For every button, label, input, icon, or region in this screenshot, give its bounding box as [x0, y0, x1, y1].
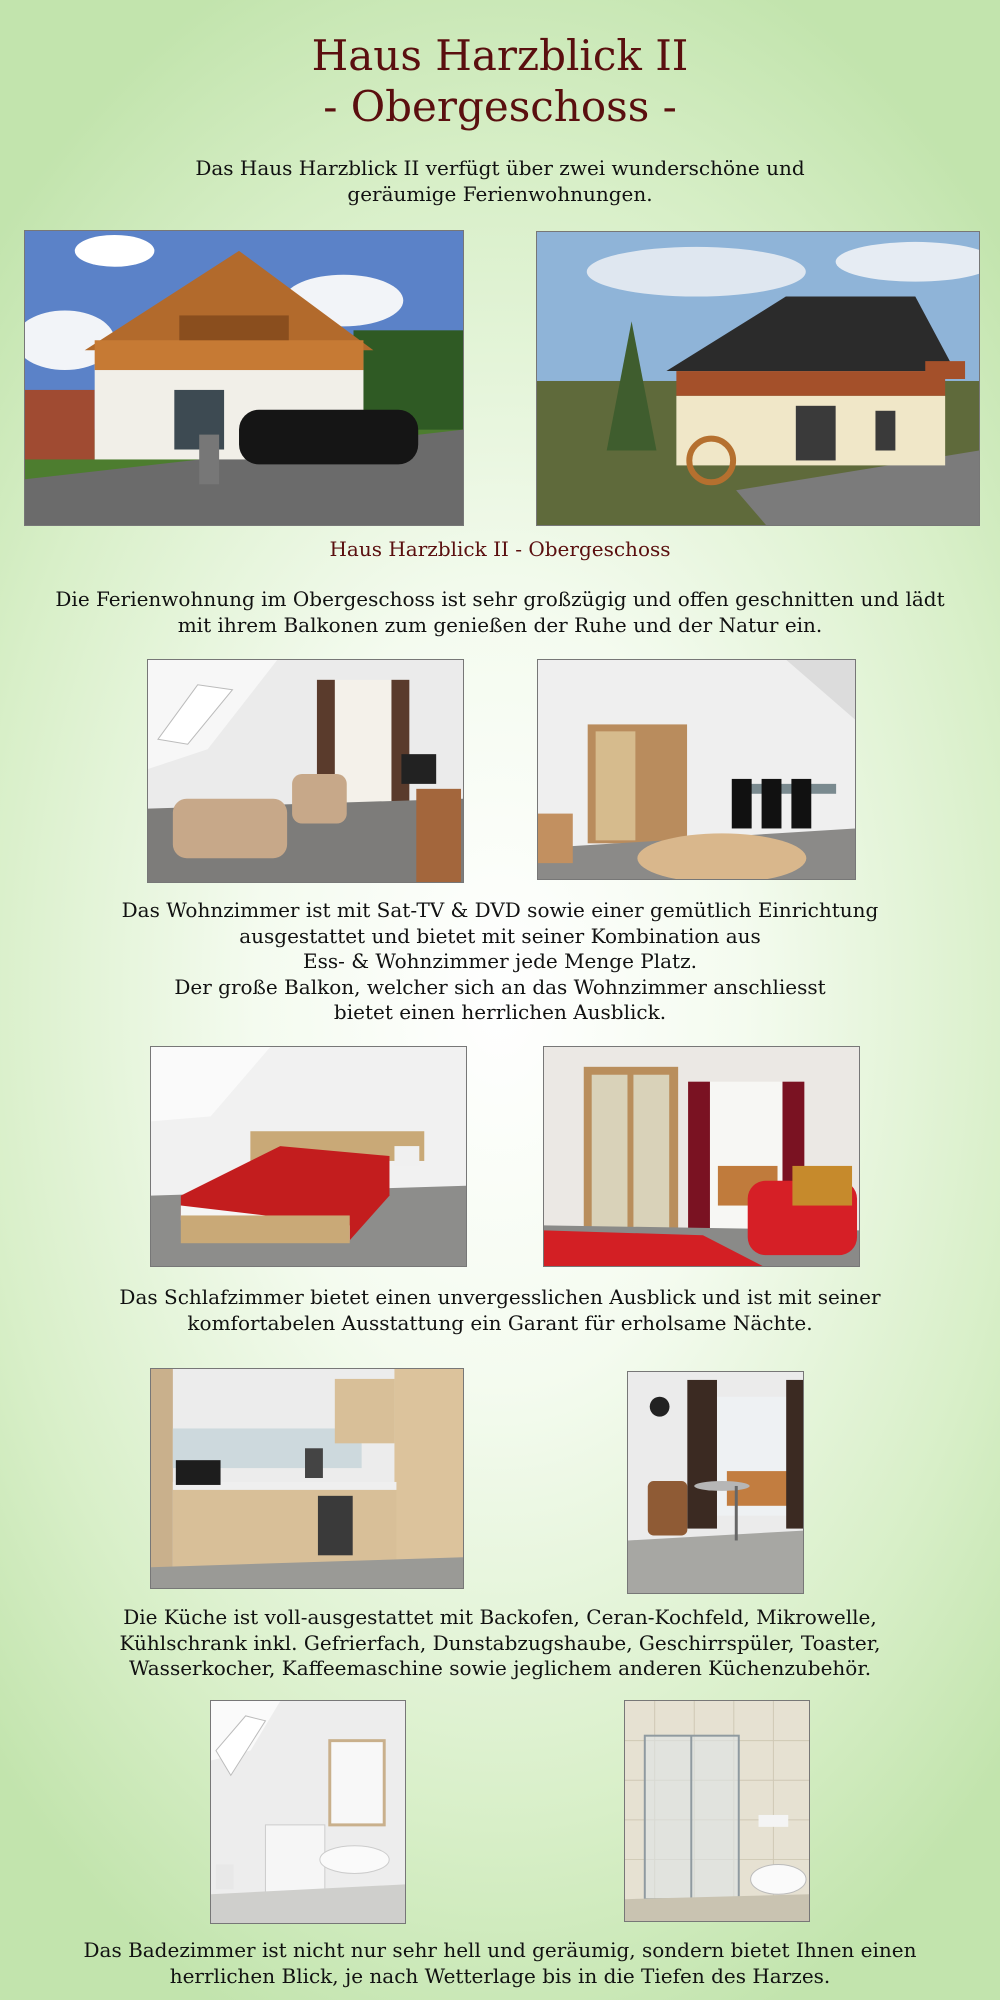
bathroom-shower-photo — [624, 1700, 810, 1922]
house-caption: Haus Harzblick II - Obergeschoss — [329, 537, 671, 561]
title-line-2: - Obergeschoss - — [323, 82, 677, 131]
intro-text: Das Haus Harzblick II verfügt über zwei wunderschöne und geräumige Ferienwohnungen. — [195, 156, 805, 206]
living-line-4: Der große Balkon, welcher sich an das Wohnzimmer anschliesst — [174, 974, 826, 999]
title-line-1: Haus Harzblick II — [311, 31, 689, 80]
living-room-text — [60, 898, 940, 1026]
bedroom-bed-photo — [150, 1046, 467, 1267]
house-front-photo — [24, 230, 464, 526]
living-line-2: ausgestattet und bietet mit seiner Kombination aus — [239, 923, 761, 948]
kitchen-text: Die Küche ist voll-ausgestattet mit Backofen, Ceran-Kochfeld, Mikrowelle, Kühlschrank inkl. Gefrierfach, Dunstabzugshaube, Geschirrspüler, Toaster, Wasserkocher, Kaffeemaschine sowie jeglichem anderen Küchenzubehör. — [119, 1605, 881, 1680]
bathroom-sink-photo — [210, 1700, 406, 1924]
bathroom-text: Das Badezimmer ist nicht nur sehr hell und geräumig, sondern bietet Ihnen einen herrlichen Blick, je nach Wetterlage bis in die Tiefen des Harzes. — [83, 1938, 917, 1988]
overview-text: Die Ferienwohnung im Obergeschoss ist sehr großzügig und offen geschnitten und lädt mit ihrem Balkonen zum genießen der Ruhe und der Natur ein. — [55, 587, 945, 637]
kitchen-photo — [150, 1368, 464, 1589]
living-line-3: Ess- & Wohnzimmer jede Menge Platz. — [303, 949, 697, 973]
living-room-photo — [147, 659, 464, 883]
bedroom-text: Das Schlafzimmer bietet einen unvergesslichen Ausblick und ist mit seiner komfortabelen Ausstattung ein Garant für erholsame Nächte. — [119, 1285, 881, 1335]
dining-balcony-photo — [627, 1371, 804, 1594]
bedroom-balcony-photo — [543, 1046, 860, 1267]
page-title — [0, 30, 1000, 132]
house-side-photo — [536, 231, 980, 526]
dining-room-photo — [537, 659, 856, 880]
living-line-5: bietet einen herrlichen Ausblick. — [333, 1000, 667, 1024]
living-line-1: Das Wohnzimmer ist mit Sat-TV & DVD sowie einer gemütlich Einrichtung — [121, 898, 879, 922]
